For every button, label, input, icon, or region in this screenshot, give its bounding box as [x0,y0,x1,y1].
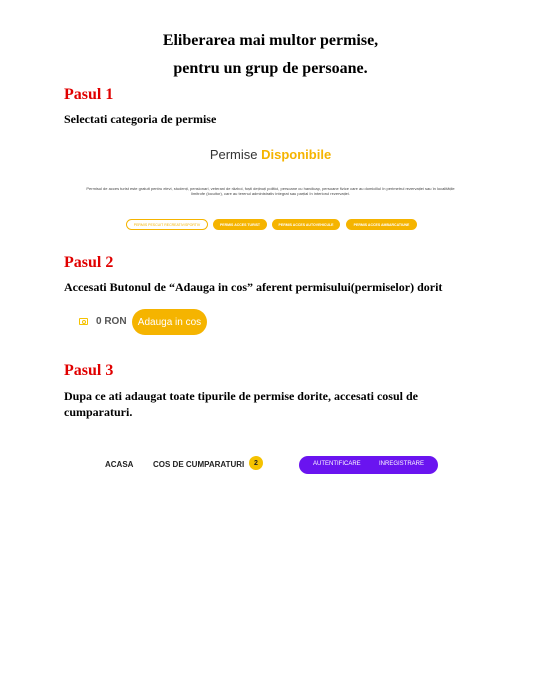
login-button[interactable]: AUTENTIFICARE [313,461,361,467]
permits-heading-plain: Permise [209,147,258,162]
add-to-cart-button[interactable]: Adauga in cos [132,309,207,335]
cart-count-badge: 2 [249,456,263,470]
permits-heading-accent: Disponibile [261,147,332,162]
category-pill-boats[interactable]: PERMIS ACCES AMBARCATIUNE [346,219,417,230]
permits-heading [0,147,541,162]
page-title-line-2: pentru un grup de persoane. [173,60,368,77]
category-pill-vehicles[interactable]: PERMIS ACCES AUTOVEHICULE [272,219,340,230]
step-2-instruction: Accesati Butonul de “Adauga in cos” aferent permisului(permiselor) dorit [64,280,443,294]
page-title-line-1: Eliberarea mai multor permise, [162,32,379,49]
category-pill-fishing[interactable]: PERMIS PESCUIT RECREATIV/SPORTIV [126,219,208,230]
step-2-label: Pasul 2 [64,254,114,271]
category-pill-tourist[interactable]: PERMIS ACCES TURIST [213,219,267,230]
step-1-instruction: Selectati categoria de permise [64,112,217,126]
step-3-instruction: Dupa ce ati adaugat toate tipurile de permise dorite, accesati cosul de cumparaturi. [64,389,418,419]
nav-home-link[interactable]: ACASA [105,460,134,469]
step-3-label: Pasul 3 [64,362,114,379]
step-1-label: Pasul 1 [64,86,114,103]
ticket-icon [79,318,88,325]
permit-price: 0 RON [96,316,127,327]
nav-cart-link[interactable]: COS DE CUMPARATURI [153,460,245,469]
permits-description: Permisul de acces turist este gratuit pentru elevi, studenți, pensionari, veterani de război, foști deținuți politici, persoane cu handicap, persoane fizice care au domiciliul în perimetrul rezervației sau în localitățile limitrofe (locuitor), care au terenul administrativ integrat sau parțial în interiorul rezervației. [86,186,455,196]
register-button[interactable]: INREGISTRARE [379,461,425,467]
